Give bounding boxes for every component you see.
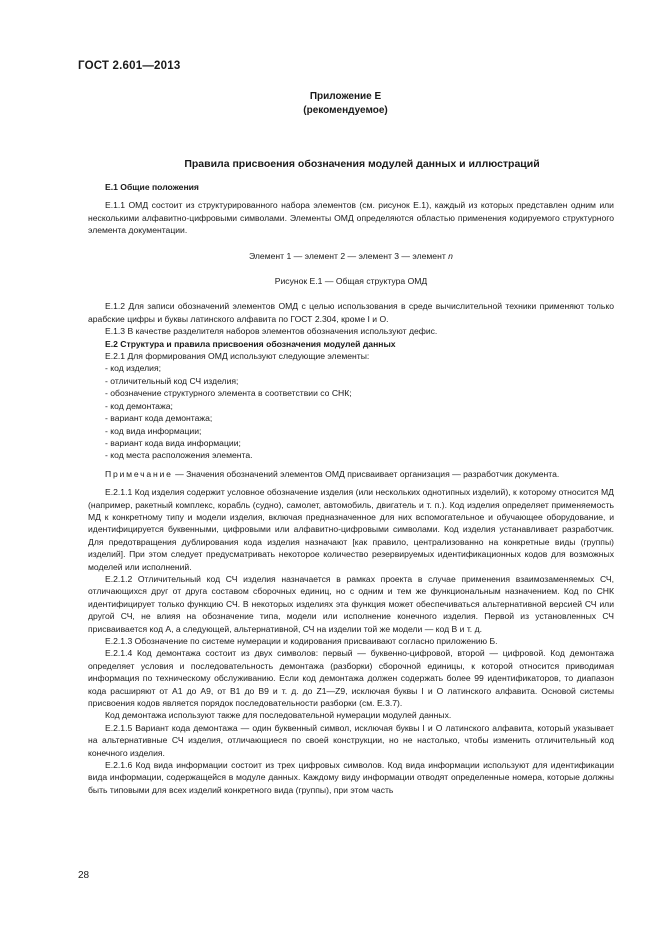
paragraph-e2-1-2: Е.2.1.2 Отличительный код СЧ изделия назначается в рамках проекта в случае применения взаимозаменяемых СЧ, отличающихся друг от друга составом сборочных единиц, но с одним и тем же функциональным назначением. Код по СНК идентифицирует только функцию СЧ. В некоторых изделиях эта функция может обеспечиваться альтернативной версией СЧ или другой СЧ, не влияя на обозначение типа, модели или исполнение конечного изделия. Первой из установленных СЧ присваивается код А, а следующей, альтернативной, СЧ на изделии той же модели — код В и т. д. [88,573,614,634]
list-item: - вариант кода демонтажа; [105,413,213,424]
main-title: Правила присвоения обозначения модулей данных и иллюстраций [184,158,540,170]
paragraph-e2-1: Е.2.1 Для формирования ОМД используют следующие элементы: [105,351,370,362]
paragraph-e1-3: Е.1.3 В качестве разделителя наборов элементов обозначения используют дефис. [105,326,438,337]
paragraph-e2-1-4-continued: Код демонтажа используют также для последовательной нумерации модулей данных. [105,710,452,721]
paragraph-e2-1-3: Е.2.1.3 Обозначение по системе нумерации и кодирования присваивают согласно приложению Б. [105,636,498,646]
paragraph-e1-1: Е.1.1 ОМД состоит из структурированного набора элементов (см. рисунок Е.1), каждый из которых представлен одним или несколькими алфавитно-цифровыми символами. Элементы ОМД определяются областью применения кодируемого структурного элемента документации. [88,200,614,236]
note-label: Примечание [105,468,173,479]
appendix-subtitle: (рекомендуемое) [303,105,388,116]
list-item: - отличительный код СЧ изделия; [105,375,239,386]
paragraph-e2-1-1: Е.2.1.1 Код изделия содержит условное обозначение изделия (или нескольких однотипных изделий), к которому относится МД (например, ракетный комплекс, корабль (судно), самолет, автомобиль, двигатель и т. п.). Код изделия определяет применяемость МД к конкретному типу и модели изделия, включая предназначенное для них вспомогательное и обучающее оборудование, и идентифицируется буквенными, цифровыми или алфавитно-цифровыми символами. Код изделия устанавливает разработчик. Для предотвращения дублирования кода изделия назначают [как правило, централизованно на конкретные виды (группы) изделий]. При этом следует предусматривать некоторое количество резервируемых идентификационных кодов для возможных моделей или исполнений. [88,487,614,572]
paragraph-e2-1-4: Е.2.1.4 Код демонтажа состоит из двух символов: первый — буквенно-цифровой, второй — цифровой. Код демонтажа определяет условия и последовательность демонтажа (разборки) сборочной единицы, к которой относится приводимая информация по техническому обслуживанию. Если код демонтажа должен содержать более 99 идентификаторов, то диапазон кода расширяют от А1 до А9, от В1 до В9 и т. д. до Z1—Z9, исключая буквы I и O латинского алфавита. Основой системы присвоения кодов является порядок последовательности разборки (см. Е.3.7). [88,648,614,709]
paragraph-e2-1-5: Е.2.1.5 Вариант кода демонтажа — один буквенный символ, исключая буквы I и O латинского алфавита, который указывает на альтернативные СЧ изделия, отличающиеся по своей конструкции, но не настолько, чтобы изменить отличительный код конечного изделия. [88,722,614,758]
list-item: - код изделия; [105,363,162,374]
note-text: — Значения обозначений элементов ОМД присваивает организация — разработчик документа. [172,468,560,479]
list-item: - вариант кода вида информации; [105,437,241,448]
appendix-title: Приложение Е [309,91,382,102]
document-body [88,181,614,796]
list-item: - код демонтажа; [105,400,173,411]
section-e1-heading: Е.1 Общие положения [105,182,199,192]
appendix-heading [0,90,661,118]
list-item: - код вида информации; [105,425,202,436]
figure-caption: Рисунок Е.1 — Общая структура ОМД [274,276,428,287]
page-number: 28 [78,870,90,881]
list-item: - обозначение структурного элемента в соответствии со СНК; [105,388,352,399]
figure-line-text: Элемент 1 — элемент 2 — элемент 3 — элемент [249,250,446,261]
list-item: - код места расположения элемента. [105,450,253,461]
paragraph-e2-1-6: Е.2.1.6 Код вида информации состоит из трех цифровых символов. Код вида информации используют для идентификации вида информации, содержащейся в модуле данных. Каждому виду информации отводят определенные номера, которые должны быть типовыми для всех изделий конкретного вида (группы), при этом часть [88,760,614,795]
paragraph-e1-2: Е.1.2 Для записи обозначений элементов ОМД с целью использования в среде вычислительной техники применяют только арабские цифры и буквы латинского алфавита по ГОСТ 2.304, кроме I и O. [88,301,614,324]
figure-line-variable: n [448,250,453,261]
figure-structure-line [88,250,614,262]
document-code: ГОСТ 2.601—2013 [78,60,181,72]
section-e2-heading: Е.2 Структура и правила присвоения обозначения модулей данных [105,338,396,349]
note [88,468,614,480]
